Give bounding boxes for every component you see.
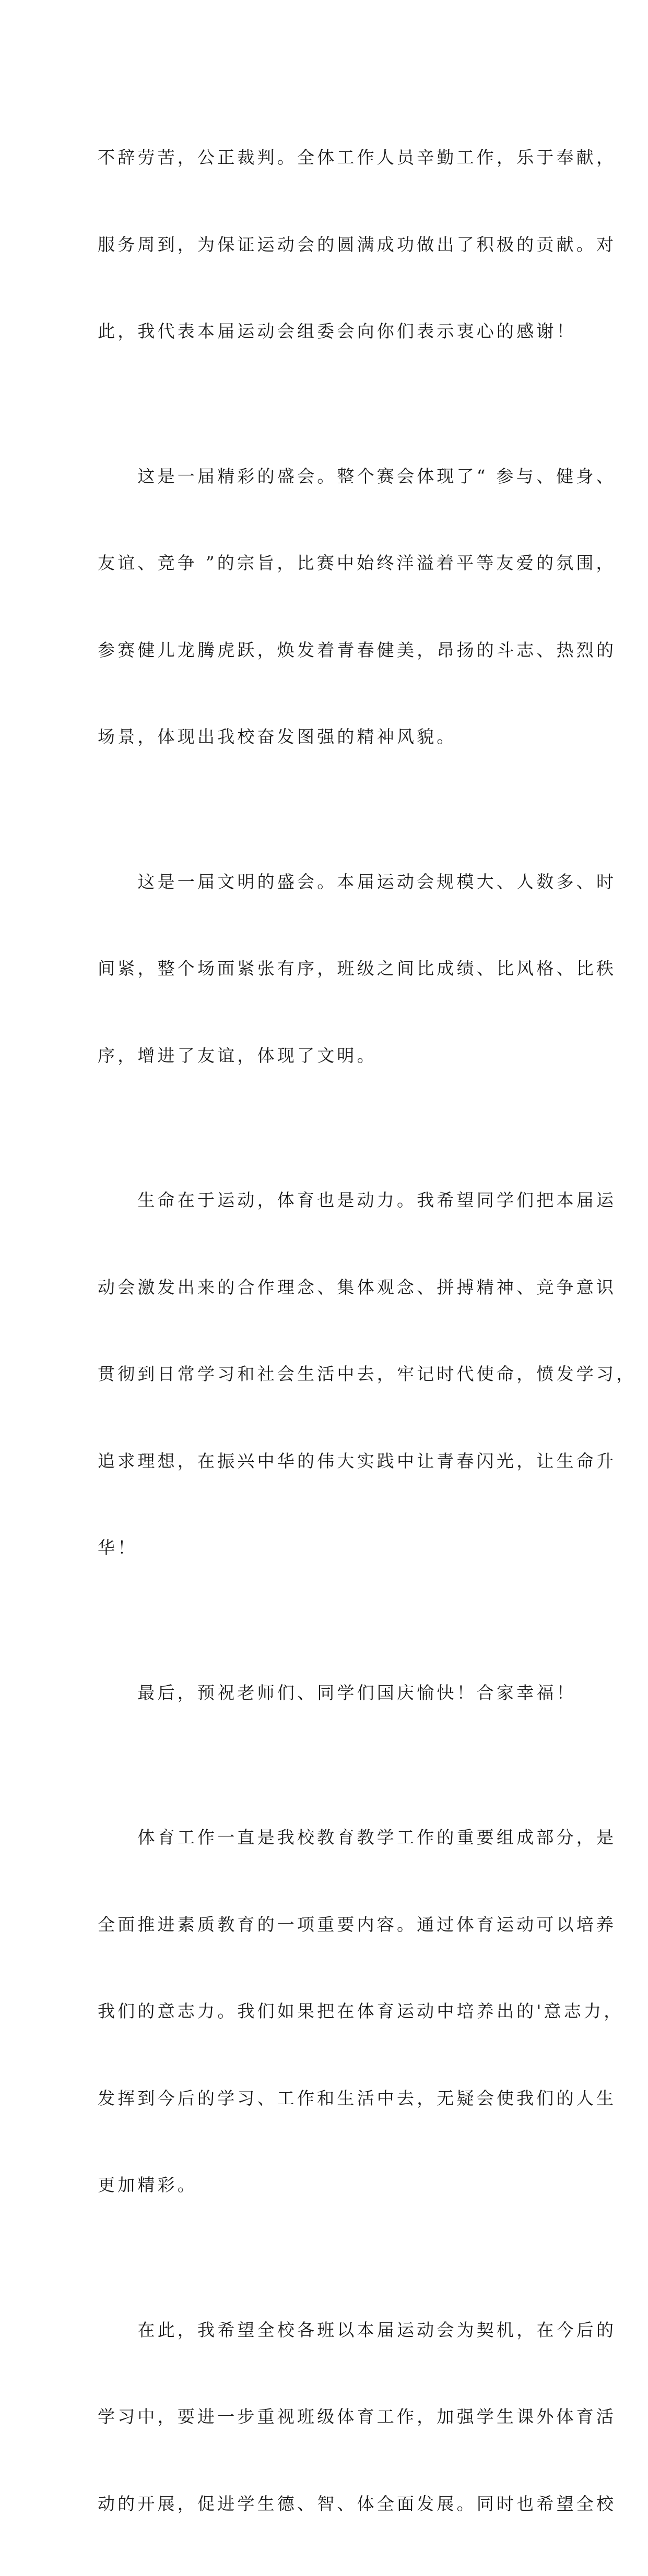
text-line: 发挥到今后的学习、工作和生活中去，无疑会使我们的人生 bbox=[98, 2084, 552, 2113]
text-line: 这是一届精彩的盛会。整个赛会体现了“ 参与、健身、 bbox=[98, 462, 552, 491]
text-line: 不辞劳苦，公正裁判。全体工作人员辛勤工作，乐于奉献， bbox=[98, 143, 552, 172]
paragraph-wonderful-event bbox=[98, 404, 552, 809]
paragraph-civilized-event bbox=[98, 809, 552, 1128]
document-body bbox=[98, 85, 552, 2576]
text-line: 华！ bbox=[98, 1533, 552, 1563]
paragraph-life-in-motion bbox=[98, 1128, 552, 1620]
text-line: 场景，体现出我校奋发图强的精神风貌。 bbox=[98, 722, 552, 752]
text-line: 学习中，要进一步重视班级体育工作，加强学生课外体育活 bbox=[98, 2402, 552, 2431]
text-line: 体育工作一直是我校教育教学工作的重要组成部分，是 bbox=[98, 1823, 552, 1852]
text-line: 这是一届文明的盛会。本届运动会规模大、人数多、时 bbox=[98, 867, 552, 897]
text-line: 此，我代表本届运动会组委会向你们表示衷心的感谢！ bbox=[98, 317, 552, 346]
text-line: 更加精彩。 bbox=[98, 2170, 552, 2200]
text-line: 动的开展，促进学生德、智、体全面发展。同时也希望全校 bbox=[98, 2489, 552, 2519]
text-line: 动会激发出来的合作理念、集体观念、拼搏精神、竞争意识 bbox=[98, 1273, 552, 1302]
paragraph-closing-wishes bbox=[98, 1620, 552, 1766]
text-line: 我们的意志力。我们如果把在体育运动中培养出的'意志力， bbox=[98, 1997, 552, 2026]
text-line: 追求理想，在振兴中华的伟大实践中让青春闪光，让生命升 bbox=[98, 1447, 552, 1476]
text-line: 贯彻到日常学习和社会生活中去，牢记时代使命，愤发学习， bbox=[98, 1359, 552, 1389]
text-line: 序，增进了友谊，体现了文明。 bbox=[98, 1041, 552, 1070]
paragraph-thanks-continued bbox=[98, 85, 552, 404]
paragraph-class-pe-work bbox=[98, 2258, 552, 2576]
text-line: 最后，预祝老师们、同学们国庆愉快！合家幸福！ bbox=[98, 1678, 552, 1708]
text-line: 全面推进素质教育的一项重要内容。通过体育运动可以培养 bbox=[98, 1910, 552, 1939]
text-line: 在此，我希望全校各班以本届运动会为契机，在今后的 bbox=[98, 2316, 552, 2345]
text-line: 生命在于运动，体育也是动力。我希望同学们把本届运 bbox=[98, 1186, 552, 1215]
text-line: 友谊、竞争 ”的宗旨，比赛中始终洋溢着平等友爱的氛围， bbox=[98, 548, 552, 578]
text-line: 服务周到，为保证运动会的圆满成功做出了积极的贡献。对 bbox=[98, 230, 552, 259]
paragraph-pe-importance bbox=[98, 1765, 552, 2258]
text-line: 参赛健儿龙腾虎跃，焕发着青春健美，昂扬的斗志、热烈的 bbox=[98, 636, 552, 665]
text-line: 间紧，整个场面紧张有序，班级之间比成绩、比风格、比秩 bbox=[98, 954, 552, 983]
document-page bbox=[0, 0, 648, 915]
